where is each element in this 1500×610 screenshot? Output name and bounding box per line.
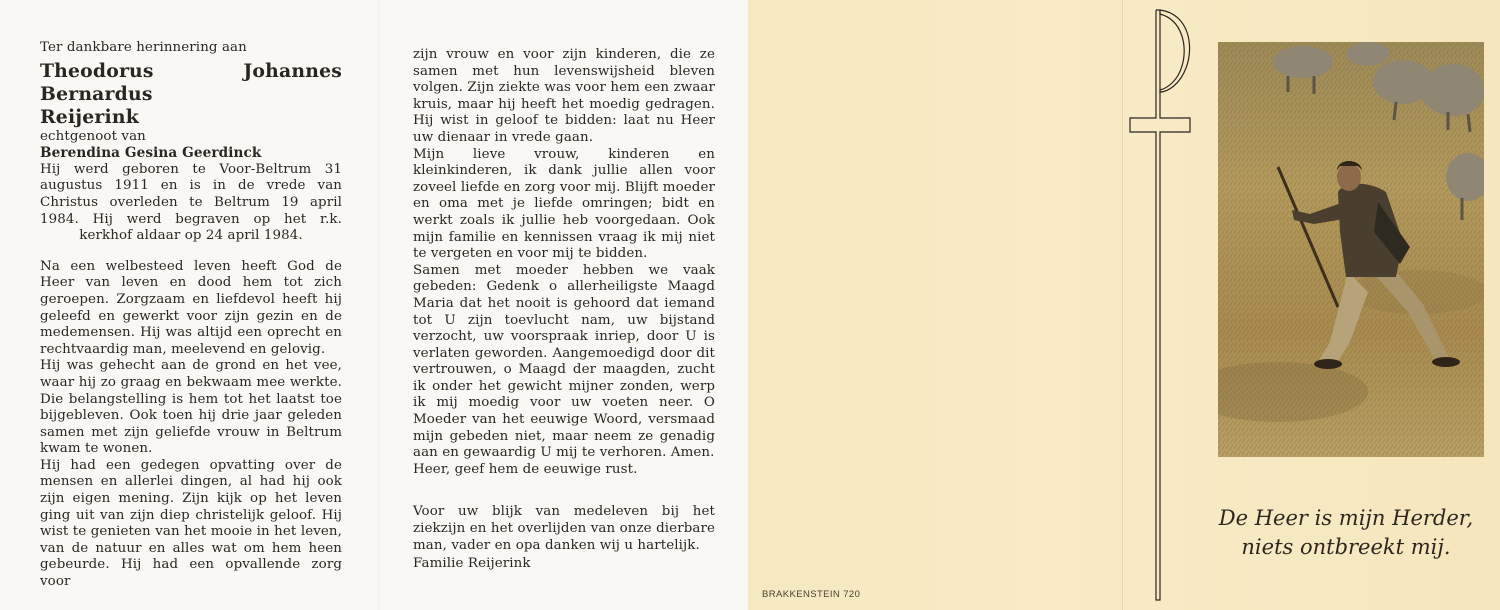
- left-paragraph-3: Hij had een gedegen opvatting over de mensen en allerlei dingen, al had hij ook zijn eigen mening. Zijn kijk op het leven ging uit van zijn diep christelijk geloof. Hij wist te genieten van het mooie in het leven, van de natuur en alles wat om hem heen gebeurde. Hij had een opvallende zorg voor: [40, 457, 342, 590]
- right-paragraph-2: Mijn lieve vrouw, kinderen en kleinkinderen, ik dank jullie allen voor zoveel liefde en zorg voor mij. Blijft moeder en oma met je liefde omringen; bidt en werkt zoals ik jullie heb voorgedaan. Ook mijn familie en kennissen vraag ik mij niet te vergeten en voor mij te bidden.: [413, 146, 715, 262]
- right-paragraph-1: zijn vrouw en voor zijn kinderen, die ze samen met hun levenswijsheid bleven volgen. Zijn ziekte was voor hem een zwaar kruis, maar hij heeft het moedig gedragen. Hij wist in geloof te bidden: laat nu Heer uw dienaar in vrede gaan.: [413, 47, 715, 145]
- chi-rho-cross-icon: [1128, 8, 1198, 604]
- eternal-rest-line: Heer, geef hem de eeuwige rust.: [413, 461, 638, 477]
- prayer-paragraph: Samen met moeder hebben we vaak gebeden: Gedenk o allerheiligste Maagd Maria dat het nooit is gehoord dat iemand tot U zijn toevlucht nam, uw bijstand verzocht, uw voorspraak inriep, door U is verlaten geworden. Aangemoedigd door dit vertrouwen, o Maagd der maagden, zucht ik onder het gewicht mijner zonden, werp ik mij moedig voor uw voeten neer. O Moeder van het eeuwige Woord, versmaad mijn gebeden niet, maar neem ze genadig aan en gewaardig U mij te verhoren. Amen.: [413, 262, 715, 461]
- deceased-name-line1: Theodorus Johannes Bernardus: [40, 59, 342, 105]
- scripture-quote: [1196, 504, 1496, 562]
- inner-spread: [0, 0, 748, 610]
- outer-fold: [1122, 0, 1123, 610]
- printer-mark: BRAKKENSTEIN 720: [762, 589, 861, 600]
- spouse-label: echtgenoot van: [40, 128, 146, 144]
- bio-text: Hij werd geboren te Voor-Beltrum 31 augustus 1911 en is in de vrede van Christus overleden te Beltrum 19 april 1984. Hij werd begraven op het r.k. kerkhof aldaar op 24 april 1984.: [40, 161, 342, 244]
- outer-spread: [748, 0, 1500, 610]
- left-paragraph-1: Na een welbesteed leven heeft God de Heer van leven en dood hem tot zich geroepen. Zorgzaam en liefdevol heeft hij geleefd en gewerkt voor zijn gezin en de medemensen. Hij was altijd een oprecht en rechtvaardig man, meelevend en gelovig.: [40, 258, 342, 357]
- spouse-name: Berendina Gesina Geerdinck: [40, 145, 262, 162]
- inner-fold: [378, 0, 380, 610]
- shepherd-with-sheep-photo: [1218, 42, 1484, 457]
- intro-text: Ter dankbare herinnering aan: [40, 40, 247, 55]
- right-column: [413, 47, 715, 573]
- deceased-name-line2: Reijerink: [40, 105, 139, 128]
- family-signature: Familie Reijerink: [413, 556, 531, 572]
- left-column: [40, 40, 342, 591]
- quote-line-2: niets ontbreekt mij.: [1241, 535, 1451, 559]
- quote-line-1: De Heer is mijn Herder,: [1218, 506, 1474, 530]
- left-paragraph-2: Hij was gehecht aan de grond en het vee, waar hij zo graag en bekwaam mee werkte. Die belangstelling is hem tot het laatst toe bijgebleven. Ook toen hij drie jaar geleden samen met zijn geliefde vrouw in Beltrum kwam te wonen.: [40, 358, 342, 457]
- thanks-paragraph: Voor uw blijk van medeleven bij het ziekzijn en het overlijden van onze dierbare man, vader en opa danken wij u hartelijk.: [413, 504, 715, 553]
